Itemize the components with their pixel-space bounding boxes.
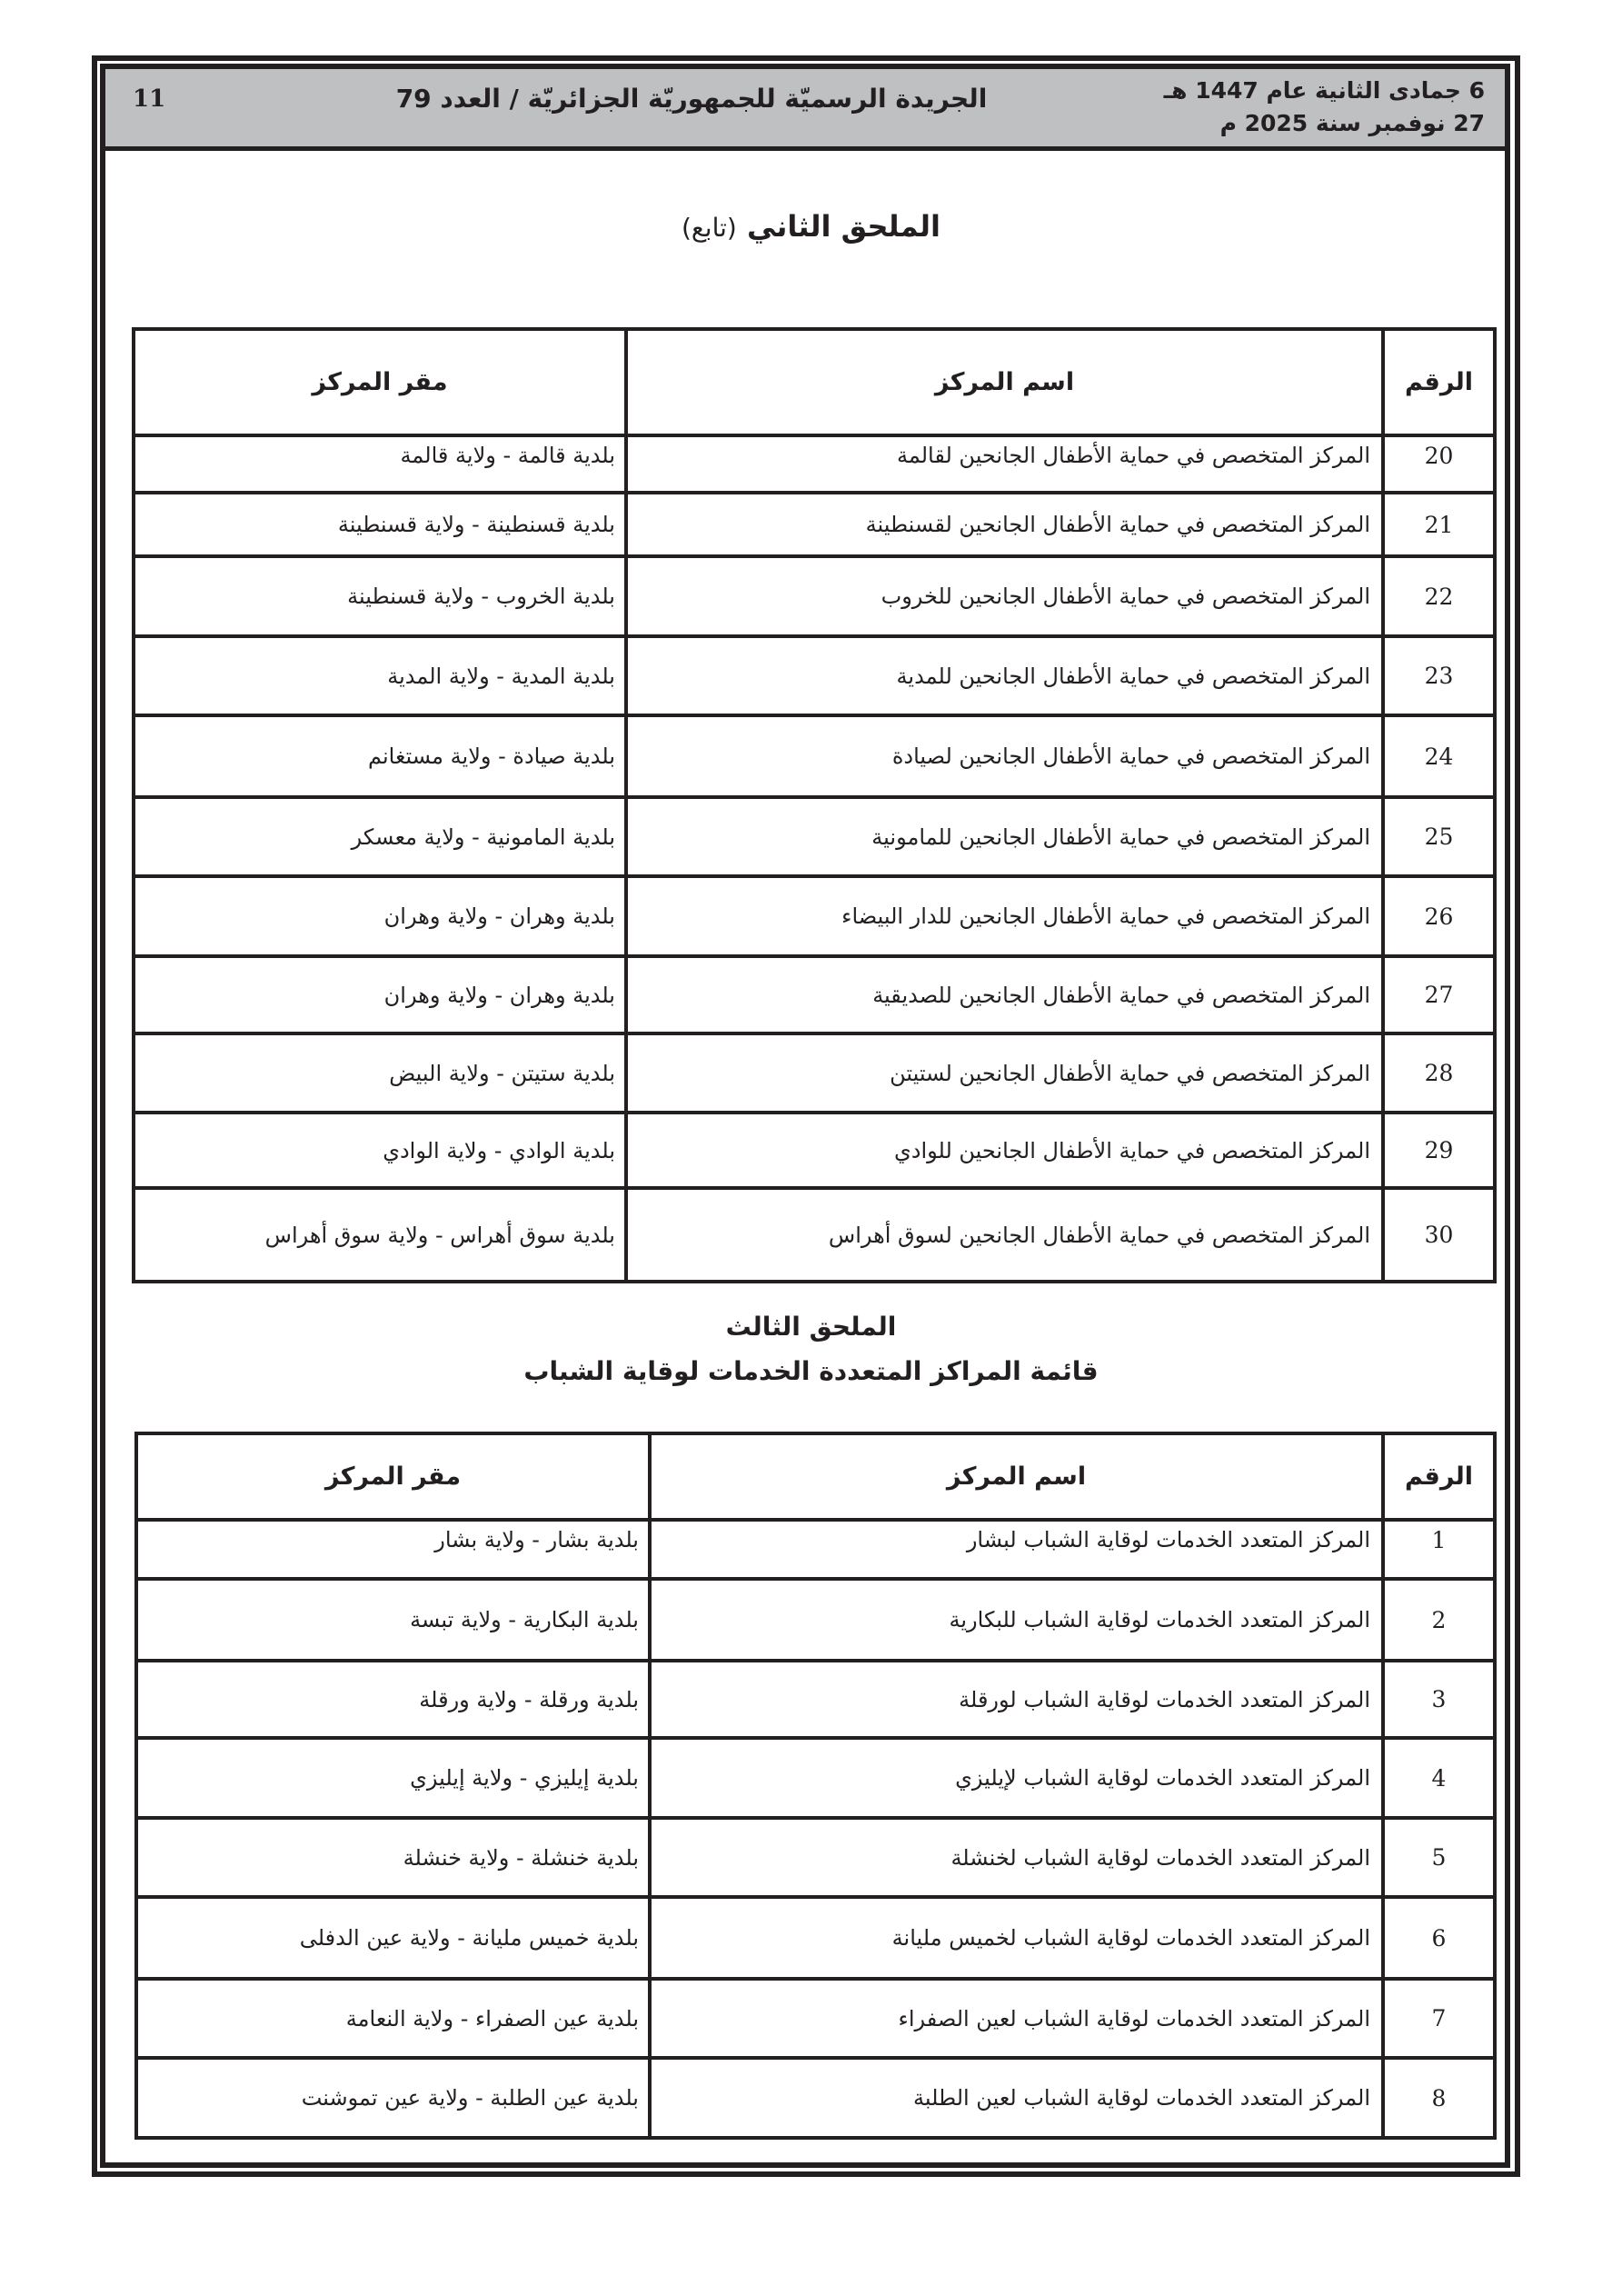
row-number: 28 [1383, 1033, 1495, 1113]
row-number: 24 [1383, 715, 1495, 797]
row-number: 6 [1383, 1897, 1495, 1979]
center-name: المركز المتخصص في حماية الأطفال الجانحين للمامونية [626, 797, 1383, 876]
center-seat: بلدية وهران - ولاية وهران [134, 876, 626, 956]
table-row [136, 1738, 1495, 1818]
center-name: المركز المتخصص في حماية الأطفال الجانحين لقالمة [626, 435, 1383, 493]
page-number: 11 [133, 85, 166, 113]
table-row [136, 1520, 1495, 1579]
center-seat: بلدية خميس مليانة - ولاية عين الدفلى [136, 1897, 650, 1979]
row-number: 4 [1383, 1738, 1495, 1818]
center-seat: بلدية قسنطينة - ولاية قسنطينة [134, 493, 626, 556]
table-row [136, 1579, 1495, 1661]
table-row [136, 1979, 1495, 2058]
table-row [134, 1188, 1495, 1282]
center-name: المركز المتخصص في حماية الأطفال الجانحين للوادي [626, 1113, 1383, 1188]
gazette-header [105, 69, 1505, 151]
row-number: 2 [1383, 1579, 1495, 1661]
center-name: المركز المتعدد الخدمات لوقاية الشباب لعين الصفراء [650, 1979, 1383, 2058]
center-name: المركز المتخصص في حماية الأطفال الجانحين لصيادة [626, 715, 1383, 797]
column-header-number: الرقم [1383, 329, 1495, 435]
center-seat: بلدية الخروب - ولاية قسنطينة [134, 556, 626, 636]
table-row [134, 556, 1495, 636]
table-row [134, 876, 1495, 956]
center-name: المركز المتعدد الخدمات لوقاية الشباب لعين الطلبة [650, 2058, 1383, 2138]
center-seat: بلدية عين الطلبة - ولاية عين تموشنت [136, 2058, 650, 2138]
center-seat: بلدية بشار - ولاية بشار [136, 1520, 650, 1579]
center-seat: بلدية عين الصفراء - ولاية النعامة [136, 1979, 650, 2058]
column-header-number: الرقم [1383, 1433, 1495, 1520]
center-name: المركز المتعدد الخدمات لوقاية الشباب لبشار [650, 1520, 1383, 1579]
center-seat: بلدية ورقلة - ولاية ورقلة [136, 1661, 650, 1738]
row-number: 27 [1383, 956, 1495, 1033]
table-row [134, 1033, 1495, 1113]
annex2-title: الملحق الثاني [747, 209, 940, 244]
row-number: 26 [1383, 876, 1495, 956]
row-number: 1 [1383, 1520, 1495, 1579]
center-name: المركز المتخصص في حماية الأطفال الجانحين للدار البيضاء [626, 876, 1383, 956]
date-gregorian: 27 نوفمبر سنة 2025 م [1219, 110, 1485, 136]
issue-date [1164, 75, 1485, 140]
column-header-center-name: اسم المركز [650, 1433, 1383, 1520]
center-name: المركز المتخصص في حماية الأطفال الجانحين لسوق أهراس [626, 1188, 1383, 1282]
table-row [136, 2058, 1495, 2138]
table-row [134, 435, 1495, 493]
row-number: 3 [1383, 1661, 1495, 1738]
annex3-table [134, 1432, 1497, 2140]
annex3-title: الملحق الثالث [725, 1312, 897, 1342]
table-row [134, 636, 1495, 715]
center-name: المركز المتخصص في حماية الأطفال الجانحين للخروب [626, 556, 1383, 636]
center-name: المركز المتعدد الخدمات لوقاية الشباب لورقلة [650, 1661, 1383, 1738]
annex3-subtitle: قائمة المراكز المتعددة الخدمات لوقاية الشباب [523, 1356, 1099, 1386]
center-name: المركز المتخصص في حماية الأطفال الجانحين لقسنطينة [626, 493, 1383, 556]
center-name: المركز المتعدد الخدمات لوقاية الشباب للبكارية [650, 1579, 1383, 1661]
row-number: 5 [1383, 1818, 1495, 1897]
table-header-row [134, 329, 1495, 435]
center-seat: بلدية صيادة - ولاية مستغانم [134, 715, 626, 797]
row-number: 8 [1383, 2058, 1495, 2138]
center-seat: بلدية سوق أهراس - ولاية سوق أهراس [134, 1188, 626, 1282]
center-name: المركز المتخصص في حماية الأطفال الجانحين لستيتن [626, 1033, 1383, 1113]
center-seat: بلدية إيليزي - ولاية إيليزي [136, 1738, 650, 1818]
table-row [136, 1661, 1495, 1738]
table-row [136, 1897, 1495, 1979]
center-seat: بلدية قالمة - ولاية قالمة [134, 435, 626, 493]
table-row [134, 956, 1495, 1033]
center-name: المركز المتخصص في حماية الأطفال الجانحين للصديقية [626, 956, 1383, 1033]
center-seat: بلدية المدية - ولاية المدية [134, 636, 626, 715]
annex2-continued: (تابع) [681, 213, 737, 243]
table-row [134, 1113, 1495, 1188]
center-seat: بلدية البكارية - ولاية تبسة [136, 1579, 650, 1661]
row-number: 30 [1383, 1188, 1495, 1282]
row-number: 7 [1383, 1979, 1495, 2058]
row-number: 22 [1383, 556, 1495, 636]
table-row [134, 715, 1495, 797]
center-seat: بلدية وهران - ولاية وهران [134, 956, 626, 1033]
table-row [134, 797, 1495, 876]
center-name: المركز المتعدد الخدمات لوقاية الشباب لخنشلة [650, 1818, 1383, 1897]
annex2-heading [0, 209, 1622, 244]
column-header-center-seat: مقر المركز [134, 329, 626, 435]
row-number: 20 [1383, 435, 1495, 493]
column-header-center-seat: مقر المركز [136, 1433, 650, 1520]
row-number: 23 [1383, 636, 1495, 715]
row-number: 25 [1383, 797, 1495, 876]
center-name: المركز المتعدد الخدمات لوقاية الشباب لإيليزي [650, 1738, 1383, 1818]
center-seat: بلدية المامونية - ولاية معسكر [134, 797, 626, 876]
annex2-table [132, 327, 1497, 1283]
table-header-row [136, 1433, 1495, 1520]
center-seat: بلدية الوادي - ولاية الوادي [134, 1113, 626, 1188]
row-number: 29 [1383, 1113, 1495, 1188]
date-hijri: 6 جمادى الثانية عام 1447 هـ [1163, 77, 1485, 104]
gazette-title: الجريدة الرسميّة للجمهوريّة الجزائريّة / العدد 79 [395, 84, 988, 114]
table-row [136, 1818, 1495, 1897]
center-seat: بلدية ستيتن - ولاية البيض [134, 1033, 626, 1113]
column-header-center-name: اسم المركز [626, 329, 1383, 435]
row-number: 21 [1383, 493, 1495, 556]
center-seat: بلدية خنشلة - ولاية خنشلة [136, 1818, 650, 1897]
center-name: المركز المتخصص في حماية الأطفال الجانحين للمدية [626, 636, 1383, 715]
center-name: المركز المتعدد الخدمات لوقاية الشباب لخميس مليانة [650, 1897, 1383, 1979]
table-row [134, 493, 1495, 556]
